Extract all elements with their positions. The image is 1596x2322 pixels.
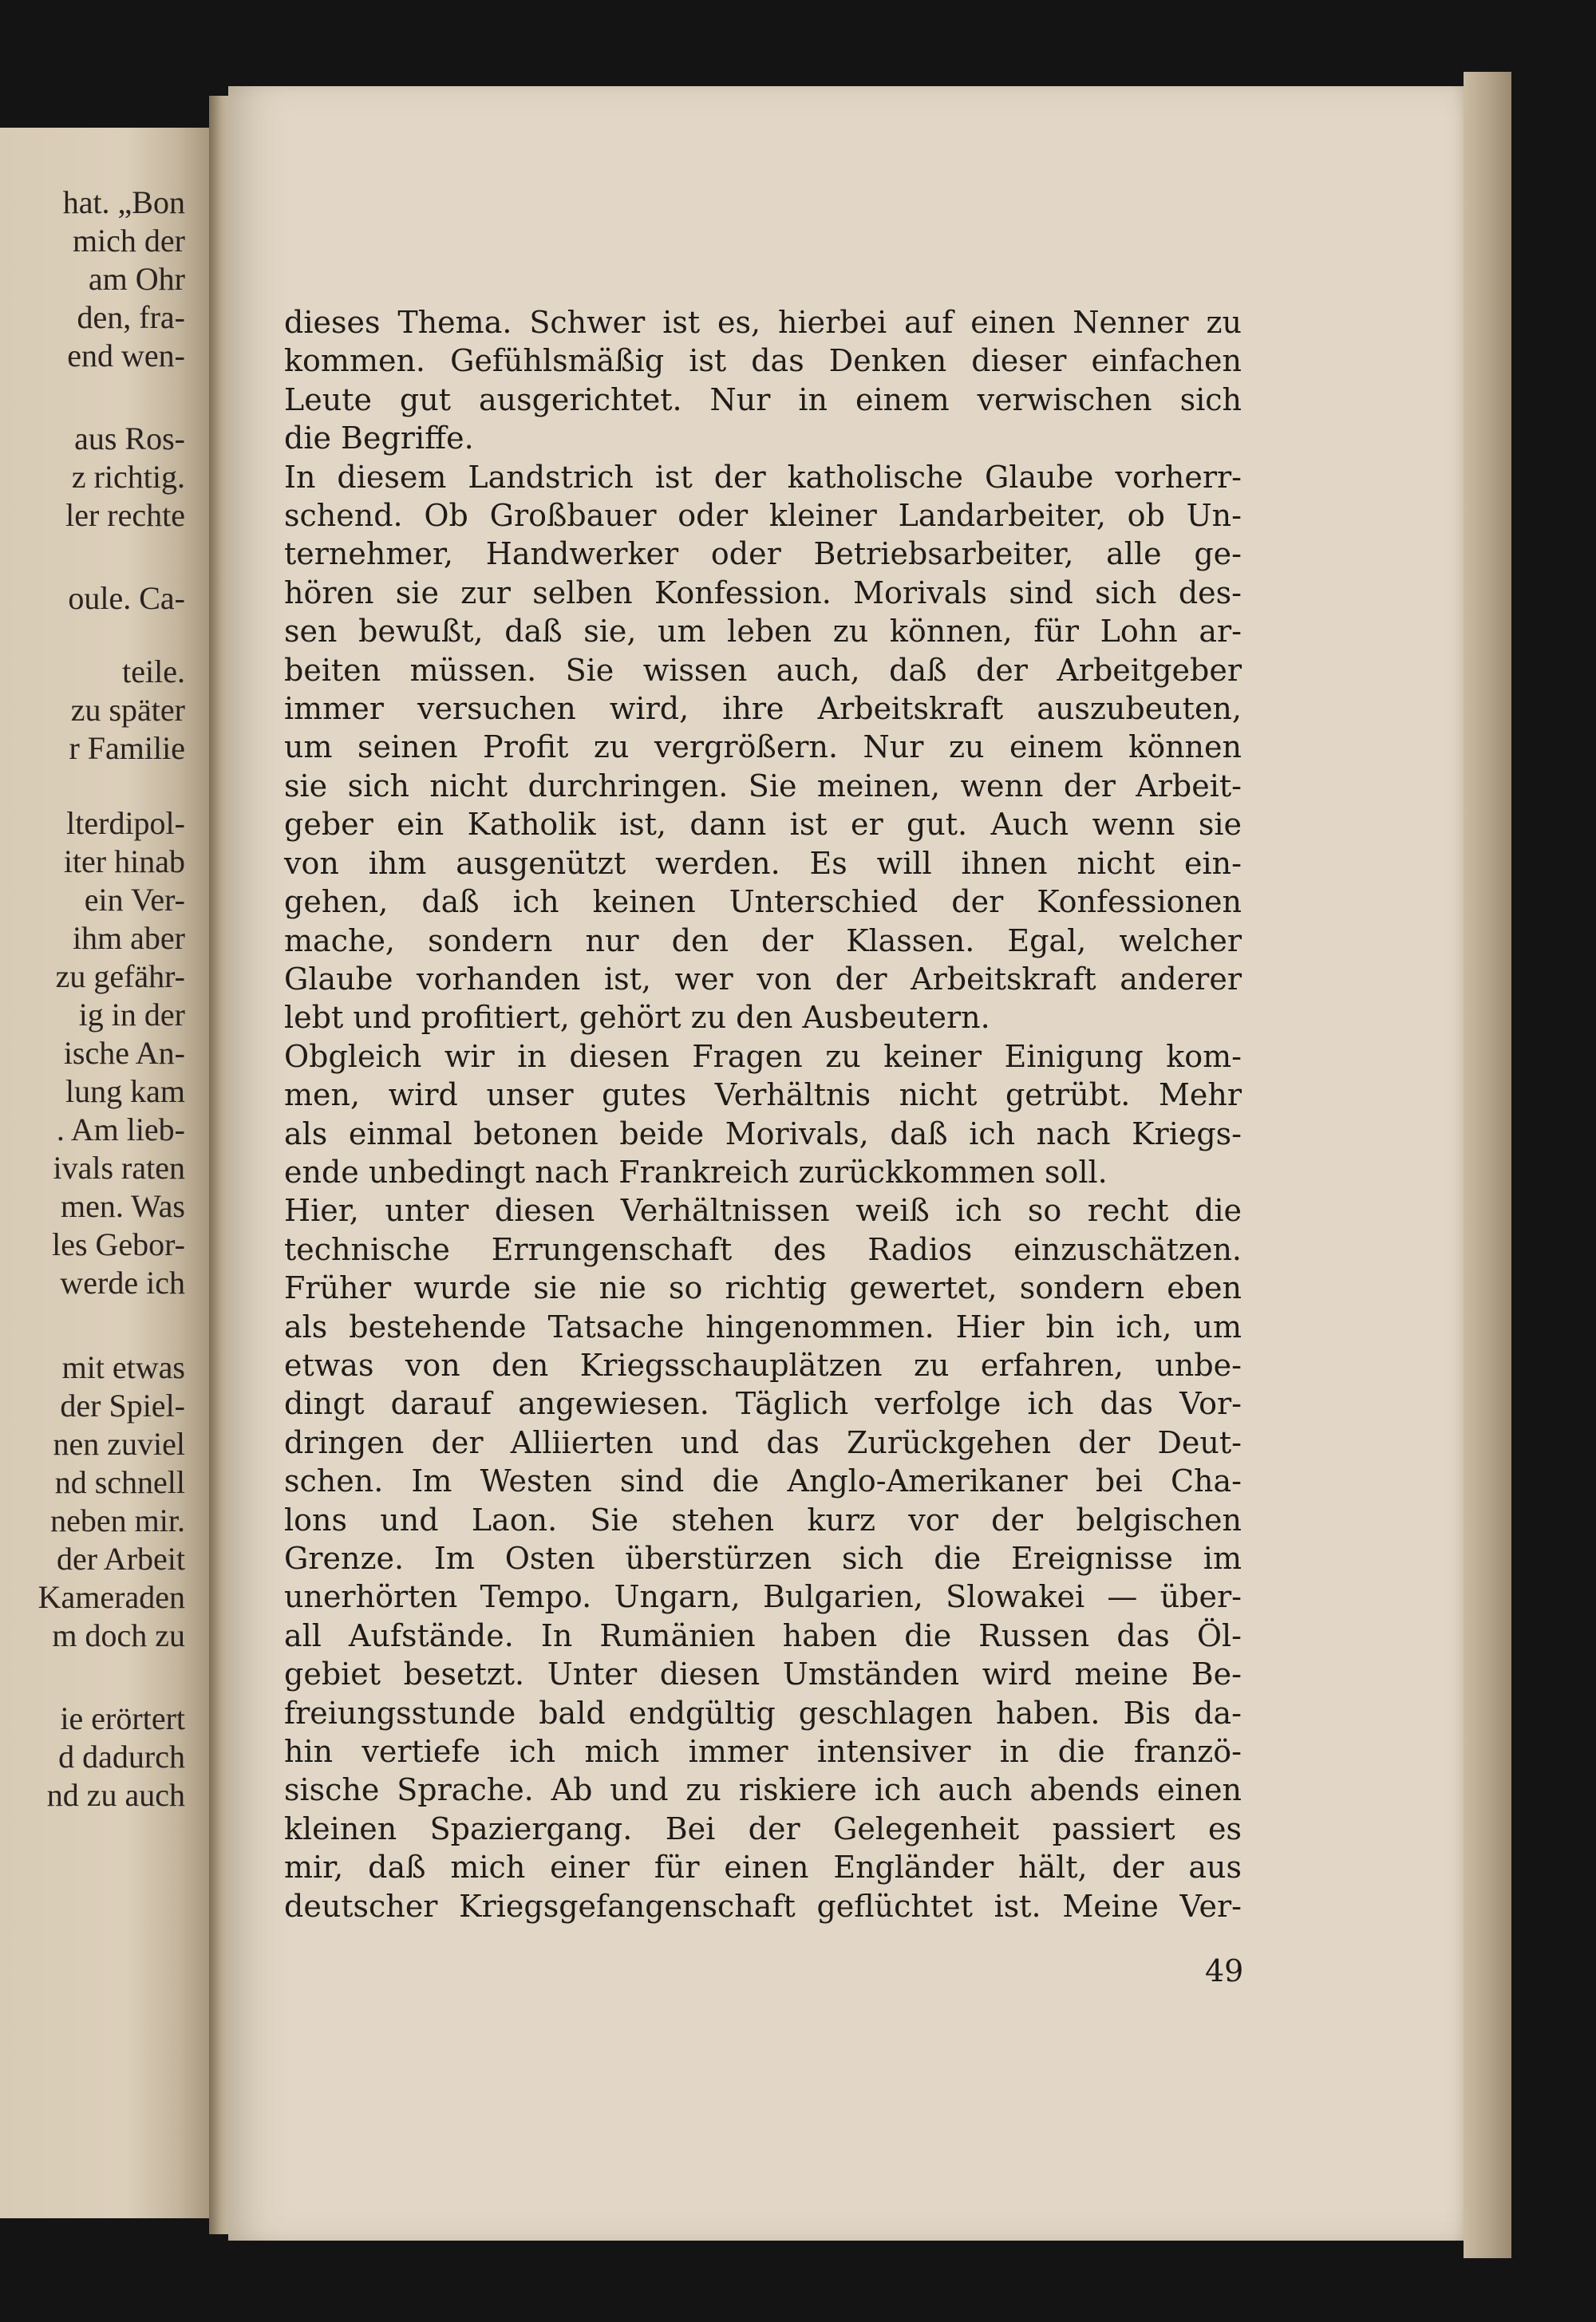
text-line: all Aufstände. In Rumänien haben die Russen das Öl- xyxy=(284,1617,1242,1653)
text-line: etwas von den Kriegsschauplätzen zu erfahren, unbe- xyxy=(284,1347,1242,1383)
left-page-text-fragment: den, fra- xyxy=(77,299,185,335)
left-page-text-fragment: der Arbeit xyxy=(56,1541,185,1577)
text-line: geber ein Katholik ist, dann ist er gut. Auch wenn sie xyxy=(284,807,1242,843)
left-page-text-fragment: aus Ros- xyxy=(74,421,185,456)
left-page-text-fragment: men. Was xyxy=(60,1188,185,1224)
text-line: dieses Thema. Schwer ist es, hierbei auf einen Nenner zu xyxy=(284,305,1242,340)
left-page-edge xyxy=(0,128,209,2218)
left-page-text-fragment: mit etwas xyxy=(61,1349,185,1385)
left-page-text-fragment: . Am lieb- xyxy=(56,1112,185,1147)
left-page-text-fragment: lterdipol- xyxy=(66,805,185,841)
left-page-text-fragment: les Gebor- xyxy=(52,1226,185,1262)
text-line: als einmal betonen beide Morivals, daß ich nach Kriegs- xyxy=(284,1116,1242,1151)
text-line: ternehmer, Handwerker oder Betriebsarbeiter, alle ge- xyxy=(284,536,1242,572)
text-line: Grenze. Im Osten überstürzen sich die Ereignisse im xyxy=(284,1541,1242,1576)
left-page-text-fragment: lung kam xyxy=(65,1073,185,1109)
text-line: schend. Ob Großbauer oder kleiner Landarbeiter, ob Un- xyxy=(284,498,1242,534)
text-line: dingt darauf angewiesen. Täglich verfolge ich das Vor- xyxy=(284,1386,1242,1422)
text-line: lebt und profitiert, gehört zu den Ausbeutern. xyxy=(284,1000,990,1036)
text-line: Glaube vorhanden ist, wer von der Arbeitskraft anderer xyxy=(284,961,1242,997)
left-page-text-fragment: nen zuviel xyxy=(53,1426,185,1462)
text-line: beiten müssen. Sie wissen auch, daß der Arbeitgeber xyxy=(284,652,1242,688)
text-line: mache, sondern nur den der Klassen. Egal, welcher xyxy=(284,922,1242,958)
left-page-text-fragment: mich der xyxy=(72,223,185,259)
text-line: schen. Im Westen sind die Anglo-Amerikaner bei Cha- xyxy=(284,1463,1242,1499)
text-line: hin vertiefe ich mich immer intensiver in die franzö- xyxy=(284,1734,1242,1770)
left-page-text-fragment: r Familie xyxy=(69,730,185,766)
left-page-text-fragment: m doch zu xyxy=(52,1617,185,1653)
left-page-text-fragment: ein Ver- xyxy=(84,882,185,918)
text-line: ende unbedingt nach Frankreich zurückkommen soll. xyxy=(284,1154,1108,1190)
page-body-text xyxy=(284,303,1242,1925)
text-line: hören sie zur selben Konfession. Morivals sind sich des- xyxy=(284,575,1242,610)
text-line: sische Sprache. Ab und zu riskiere ich auch abends einen xyxy=(284,1772,1242,1808)
left-page-text-fragment: nd zu auch xyxy=(46,1777,185,1813)
text-line: die Begriffe. xyxy=(284,421,474,456)
text-line: In diesem Landstrich ist der katholische Glaube vorherr- xyxy=(284,459,1242,495)
left-page-text-fragment: am Ohr xyxy=(88,261,185,297)
text-line: immer versuchen wird, ihre Arbeitskraft auszubeuten, xyxy=(284,691,1242,727)
left-page-text-fragment: der Spiel- xyxy=(60,1388,185,1424)
left-page-text-fragment: ihm aber xyxy=(72,920,185,956)
text-line: unerhörten Tempo. Ungarn, Bulgarien, Slowakei — über- xyxy=(284,1579,1242,1615)
left-page-text-fragment: ler rechte xyxy=(65,497,185,533)
page-number: 49 xyxy=(1205,1953,1244,1988)
text-line: deutscher Kriegsgefangenschaft geflüchtet ist. Meine Ver- xyxy=(284,1888,1242,1924)
left-page-text-fragment: zu gefähr- xyxy=(55,958,185,994)
text-line: von ihm ausgenützt werden. Es will ihnen nicht ein- xyxy=(284,845,1242,881)
left-page-text-fragment: oule. Ca- xyxy=(68,580,185,616)
text-line: lons und Laon. Sie stehen kurz vor der belgischen xyxy=(284,1502,1242,1538)
left-page-text-fragment: Kameraden xyxy=(38,1579,185,1615)
left-page-text-fragment: werde ich xyxy=(60,1265,185,1301)
left-page-text-fragment: end wen- xyxy=(67,338,185,373)
text-line: technische Errungenschaft des Radios einzuschätzen. xyxy=(284,1231,1242,1267)
page-stack-edge xyxy=(1464,72,1511,2258)
left-page-text-fragment: nd schnell xyxy=(54,1464,185,1500)
left-page-text-fragment: ie erörtert xyxy=(60,1700,185,1736)
text-line: sie sich nicht durchringen. Sie meinen, wenn der Arbeit- xyxy=(284,768,1242,804)
text-line: als bestehende Tatsache hingenommen. Hier bin ich, um xyxy=(284,1309,1242,1345)
left-page-text-fragment: iter hinab xyxy=(63,843,185,879)
text-line: mir, daß mich einer für einen Engländer hält, der aus xyxy=(284,1850,1242,1886)
text-line: gehen, daß ich keinen Unterschied der Konfessionen xyxy=(284,884,1242,920)
text-line: dringen der Alliierten und das Zurückgehen der Deut- xyxy=(284,1424,1242,1460)
left-page-text-fragment: ig in der xyxy=(78,997,185,1033)
text-line: Obgleich wir in diesen Fragen zu keiner Einigung kom- xyxy=(284,1038,1242,1074)
left-page-text-fragment: ische An- xyxy=(63,1035,185,1071)
text-line: um seinen Profit zu vergrößern. Nur zu einem können xyxy=(284,729,1242,765)
left-page-text-fragment: teile. xyxy=(122,654,185,689)
left-page-text-fragment: neben mir. xyxy=(50,1503,185,1538)
text-line: men, wird unser gutes Verhältnis nicht getrübt. Mehr xyxy=(284,1077,1242,1113)
text-line: kleinen Spaziergang. Bei der Gelegenheit passiert es xyxy=(284,1811,1242,1846)
text-line: freiungsstunde bald endgültig geschlagen haben. Bis da- xyxy=(284,1695,1242,1731)
left-page-text-fragment: ivals raten xyxy=(53,1150,185,1186)
text-line: kommen. Gefühlsmäßig ist das Denken dieser einfachen xyxy=(284,343,1242,379)
text-line: sen bewußt, daß sie, um leben zu können, für Lohn ar- xyxy=(284,614,1242,650)
left-page-text-fragment: z richtig. xyxy=(71,459,185,495)
text-line: Hier, unter diesen Verhältnissen weiß ich so recht die xyxy=(284,1193,1242,1229)
left-page-text-fragment: hat. „Bon xyxy=(62,184,185,220)
text-line: Leute gut ausgerichtet. Nur in einem verwischen sich xyxy=(284,381,1242,417)
text-line: gebiet besetzt. Unter diesen Umständen wird meine Be- xyxy=(284,1657,1242,1692)
text-line: Früher wurde sie nie so richtig gewertet, sondern eben xyxy=(284,1270,1242,1306)
left-page-text-fragment: zu später xyxy=(70,692,185,728)
left-page-text-fragment: d dadurch xyxy=(58,1739,185,1775)
